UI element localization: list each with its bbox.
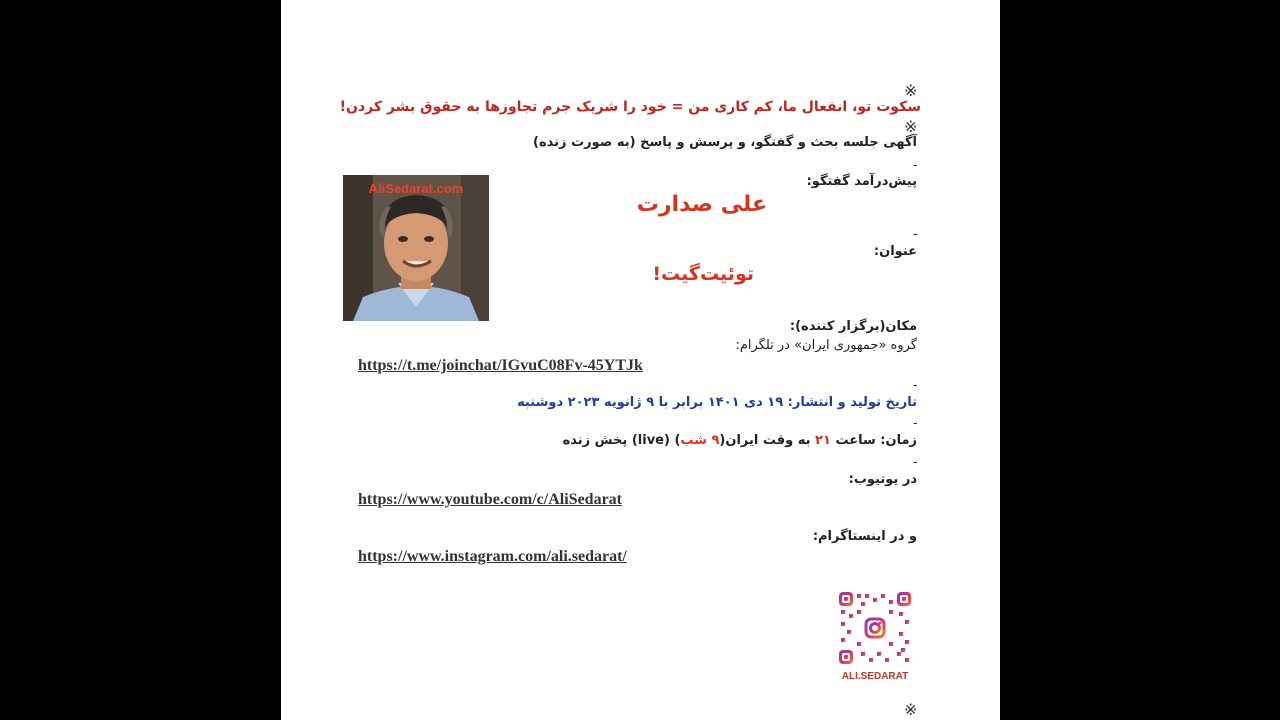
time-night: ۹ شب — [680, 433, 720, 448]
venue-label: مکان(برگزار کننده): — [789, 319, 917, 334]
time-prefix: زمان: ساعت — [835, 433, 917, 448]
dash-divider: - — [913, 455, 918, 470]
title-label: عنوان: — [873, 244, 917, 259]
speaker-name: علی صدارت — [636, 192, 767, 217]
dash-divider: - — [913, 227, 918, 242]
instagram-link[interactable]: https://www.instagram.com/ali.sedarat/ — [358, 548, 627, 565]
telegram-link[interactable]: https://t.me/joinchat/IGvuC08Fv-45YTJk — [358, 357, 643, 374]
title-value: توئیت‌گیت! — [652, 263, 754, 285]
dash-divider: - — [913, 158, 918, 173]
instagram-qr-code — [839, 592, 911, 664]
star-divider: ※ — [904, 81, 918, 100]
document-page — [281, 0, 1000, 720]
youtube-label: در یوتیوب: — [848, 472, 917, 487]
dash-divider: - — [913, 416, 918, 431]
star-divider: ※ — [904, 700, 918, 719]
time-hour: ۲۱ — [815, 433, 831, 448]
headline: سکوت تو، انفعال ما، کم کاری من = خود را شریک جرم تجاوزها به حقوق بشر کردن! — [339, 99, 921, 115]
time-middle: به وقت ایران( — [719, 433, 811, 448]
publish-date-label: تاریخ تولید و انتشار: — [787, 395, 917, 410]
publish-date — [517, 395, 917, 410]
intro-label: پیش‌درآمد گفتگو: — [806, 174, 917, 189]
publish-date-value: ۱۹ دی ۱۴۰۱ برابر با ۹ ژانویه ۲۰۲۳ دوشنبه — [517, 395, 784, 410]
broadcast-time — [563, 433, 917, 448]
youtube-link[interactable]: https://www.youtube.com/c/AliSedarat — [358, 491, 622, 508]
venue-value: گروه «جمهوری ایران» در تلگرام: — [735, 338, 917, 353]
time-suffix: ) (live) پخش زنده — [562, 433, 681, 448]
instagram-label: و در اینستاگرام: — [812, 529, 917, 544]
portrait-photo-icon — [343, 175, 489, 321]
instagram-qr-code-icon — [839, 592, 911, 664]
photo-watermark: AliSedarat.com — [368, 181, 464, 196]
speaker-photo — [343, 175, 489, 321]
dash-divider: - — [913, 378, 918, 393]
star-divider: ※ — [904, 117, 918, 136]
announcement: آگهی جلسه بحث و گفتگو، و پرسش و پاسخ (به صورت زنده) — [533, 135, 917, 150]
qr-caption: ALI.SEDARAT — [841, 671, 909, 682]
